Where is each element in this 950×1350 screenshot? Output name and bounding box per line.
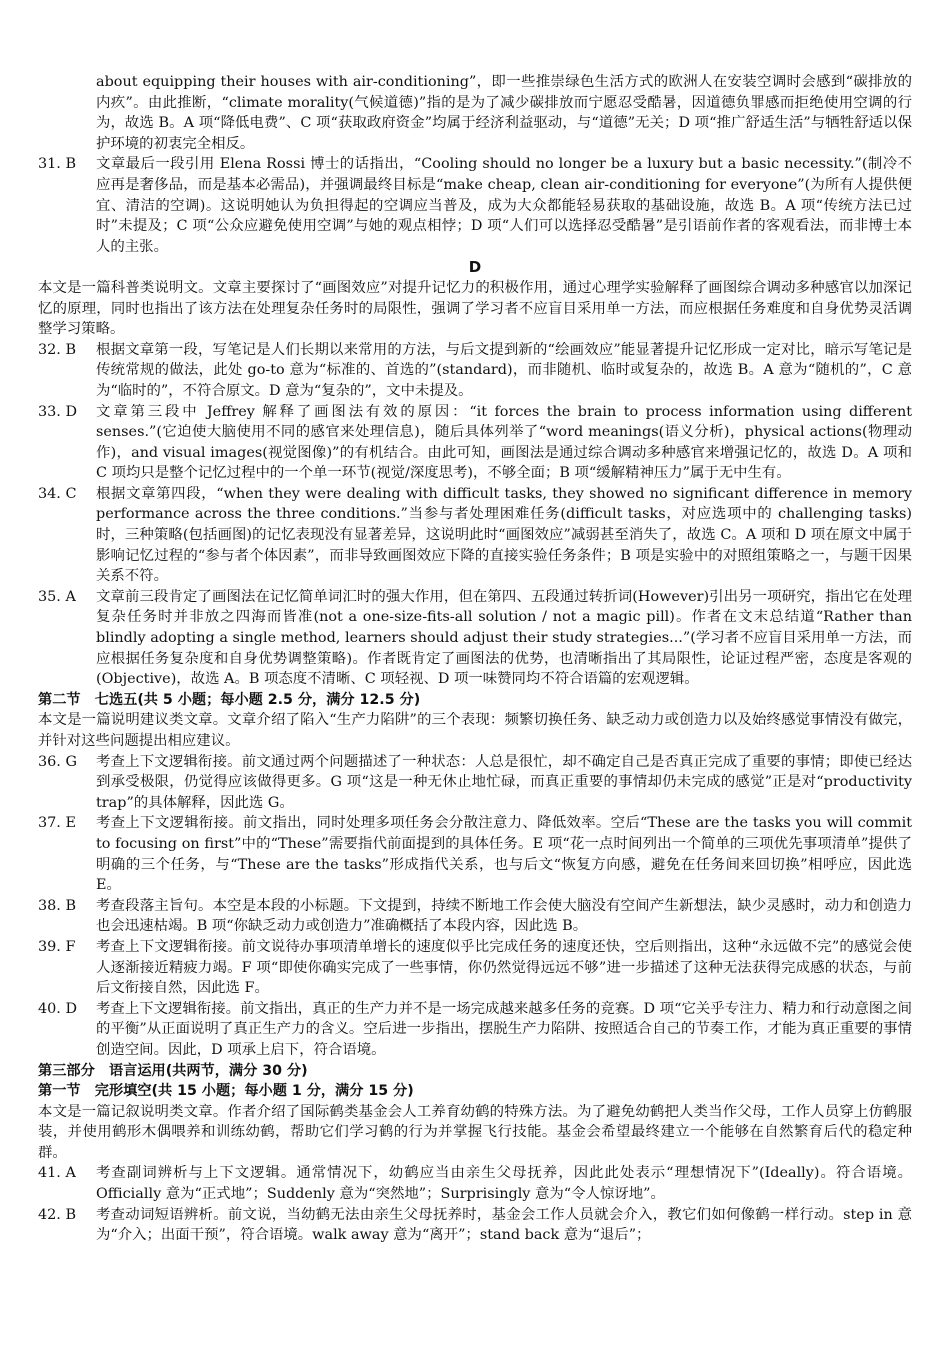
part3-section1-heading: 第一节 完形填空(共 15 小题；每小题 1 分，满分 15 分) [38,1083,414,1100]
answer-explanation: 考查上下文逻辑衔接。前文通过两个问题描述了一种状态：人总是很忙，却不确定自己是否真正完成了重要的事情；即使已经达到承受极限，仍觉得应该做得更多。G 项“这是一种无休止地忙碌，而真正重要的事情却仍未完成的感觉”正是对“productivity trap”的具体解释，因此选 G。 [96,753,912,811]
answer-number: 41. A [38,1165,76,1182]
answer-explanation: 文章最后一段引用 Elena Rossi 博士的话指出，“Cooling should no longer be a luxury but a basic necessity.”(制冷不应再是奢侈品，而是基本必需品)，并强调最终目标是“make cheap, clean air-conditioning for everyone”(为所有人提供便宜、清洁的空调)。这说明她认为负担得起的空调应当普及，成为大众都能轻易获取的基础设施，故选 B。A 项“传统方法已过时”未提及；C 项“公众应避免使用空调”与她的观点相悖；D 项“人们可以选择忍受酷暑”是引语前作者的客观看法，而非博士本人的主张。 [96,156,912,255]
answer-number: 32. B [38,341,77,358]
answer-number: 31. B [38,156,77,173]
q30-continued-explanation: about equipping their houses with air-conditioning”，即一些推崇绿色生活方式的欧洲人在安装空调时会感到“碳排放的内疚”。由此推断，“climate morality(气候道德)”指的是为了减少碳排放而宁愿忍受酷暑，因道德负罪感而拒绝使用空调的行为，故选 B。A 项“降低电费”、C 项“获取政府资金”均属于经济利益驱动，与“道德”无关；D 项“推广舒适生活”与牺牲舒适以保护环境的初衷完全相反。 [96,74,912,152]
answer-explanation: 考查段落主旨句。本空是本段的小标题。下文提到，持续不断地工作会使大脑没有空间产生新想法，缺少灵感时，动力和创造力也会迅速枯竭。B 项“你缺乏动力或创造力”准确概括了本段内容，因此选 B。 [96,897,912,935]
answer-number: 35. A [38,588,76,605]
answer-explanation: 根据文章第一段，写笔记是人们长期以来常用的方法，与后文提到新的“绘画效应”能显著提升记忆形成一定对比，暗示写笔记是传统常规的做法，此处 go-to 意为“标准的、首选的”(standard)，而非随机、临时或复杂的，故选 B。A 意为“随机的”，C 意为“临时的”，不符合原文。D 意为“复杂的”，文中未提及。 [96,341,912,399]
passage-d-summary: 本文是一篇科普类说明文。文章主要探讨了“画图效应”对提升记忆力的积极作用，通过心理学实验解释了画图综合调动多种感官以加深记忆的原理，同时也指出了该方法在处理复杂任务时的局限性，强调了学习者不应盲目采用单一方法，而应根据任务难度和自身优势灵活调整学习策略。 [38,279,912,338]
answer-explanation: 文章前三段肯定了画图法在记忆简单词汇时的强大作用，但在第四、五段通过转折词(However)引出另一项研究，指出它在处理复杂任务时并非放之四海而皆准(not a one-size-fits-all solution / not a magic pill)。作者在文末总结道“Rather than blindly adopting a single method, learners should adjust their study strategies...”(学习者不应盲目采用单一方法，而应根据任务复杂度和自身优势调整策略)。作者既肯定了画图法的优势，也清晰指出了其局限性，论证过程严密，态度是客观的(Objective)，故选 A。B 项态度不清晰、C 项轻视、D 项一味赞同均不符合语篇的宏观逻辑。 [96,588,912,688]
answer-item-38 [38,896,912,937]
answer-explanation: 文章第三段中 Jeffrey 解释了画图法有效的原因：“it forces the brain to process information using different senses.”(它迫使大脑使用不同的感官来处理信息)，随后具体列举了“word meanings(语义分析)，physical actions(物理动作)，and visual images(视觉图像)”的有机结合。由此可知，画图法是通过综合调动多种感官来增强记忆的，故选 D。A 项和 C 项均只是整个记忆过程中的一个单一环节(视觉/深度思考)，不够全面；B 项“缓解精神压力”属于无中生有。 [96,403,912,482]
part2-heading: 第二节 七选五(共 5 小题；每小题 2.5 分，满分 12.5 分) [38,691,421,708]
answer-number: 33. D [38,403,77,420]
part3-heading: 第三部分 语言运用(共两节，满分 30 分) [38,1062,308,1079]
answer-number: 39. F [38,938,76,955]
answer-number: 40. D [38,1000,77,1017]
answer-explanation: 考查副词辨析与上下文逻辑。通常情况下，幼鹤应当由亲生父母抚养，因此此处表示“理想情况下”(Ideally)。符合语境。Officially 意为“正式地”；Suddenly 意为“突然地”；Surprisingly 意为“令人惊讶地”。 [96,1165,912,1203]
answer-explanation: 根据文章第四段，“when they were dealing with difficult tasks, they showed no significant difference in memory performance across the three conditions.”当参与者处理困难任务(difficult tasks，对应选项中的 challenging tasks)时，三种策略(包括画图)的记忆表现没有显著差异，这说明此时“画图效应”减弱甚至消失了，故选 C。A 项和 D 项在原文中属于影响记忆过程的“参与者个体因素”，而非导致画图效应下降的直接实验任务条件；B 项是实验中的对照组策略之一，与题干因果关系不符。 [96,485,912,585]
answer-item-32 [38,340,912,402]
answer-item-36 [38,752,912,814]
answer-item-35 [38,587,912,690]
part2-summary: 本文是一篇说明建议类文章。文章介绍了陷入“生产力陷阱”的三个表现：频繁切换任务、缺乏动力或创造力以及始终感觉事情没有做完，并针对这些问题提出相应建议。 [38,712,912,749]
answer-number: 34. C [38,485,77,502]
answer-item-37 [38,813,912,895]
answer-number: 38. B [38,897,77,914]
answer-number: 37. E [38,815,76,832]
answer-explanation: 考查上下文逻辑衔接。前文说待办事项清单增长的速度似乎比完成任务的速度还快，空后则指出，这种“永远做不完”的感觉会使人逐渐接近精疲力竭。F 项“即使你确实完成了一些事情，你仍然觉得远远不够”进一步描述了这种无法获得完成感的状态，与前后文衔接自然，因此选 F。 [96,938,912,997]
answer-explanation: 考查动词短语辨析。前文说，当幼鹤无法由亲生父母抚养时，基金会工作人员就会介入，教它们如何像鹤一样行动。step in 意为“介入；出面干预”，符合语境。walk away 意为“离开”；stand back 意为“退后”； [96,1206,912,1244]
answer-explanation: 考查上下文逻辑衔接。前文指出，真正的生产力并不是一场完成越来越多任务的竞赛。D 项“它关乎专注力、精力和行动意图之间的平衡”从正面说明了真正生产力的含义。空后进一步指出，摆脱生产力陷阱、按照适合自己的节奏工作，才能为真正重要的事情创造空间。因此，D 项承上启下，符合语境。 [96,1000,912,1058]
part3-summary: 本文是一篇记叙说明类文章。作者介绍了国际鹤类基金会人工养育幼鹤的特殊方法。为了避免幼鹤把人类当作父母，工作人员穿上仿鹤服装，并使用鹤形木偶喂养和训练幼鹤，帮助它们学习鹤的行为并掌握飞行技能。基金会希望最终建立一个能够在自然繁育后代的稳定种群。 [38,1103,912,1161]
answer-item-40 [38,999,912,1061]
answer-item-41 [38,1163,912,1204]
answer-number: 42. B [38,1206,77,1223]
section-d-heading: D [468,258,482,277]
answer-item-33 [38,402,912,484]
answer-item-42 [38,1205,912,1246]
answer-explanation: 考查上下文逻辑衔接。前文指出，同时处理多项任务会分散注意力、降低效率。空后“These are the tasks you will commit to focusing on first”中的“These”需要指代前面提到的具体任务。E 项“花一点时间列出一个简单的三项优先事项清单”提供了明确的三个任务，与“These are the tasks”形成指代关系，也与后文“恢复方向感，避免在任务间来回切换”相呼应，因此选 E。 [96,815,912,894]
answer-number: 36. G [38,753,77,770]
answer-item-39 [38,937,912,999]
answer-item-34 [38,484,912,587]
answer-item-31 [38,154,912,257]
